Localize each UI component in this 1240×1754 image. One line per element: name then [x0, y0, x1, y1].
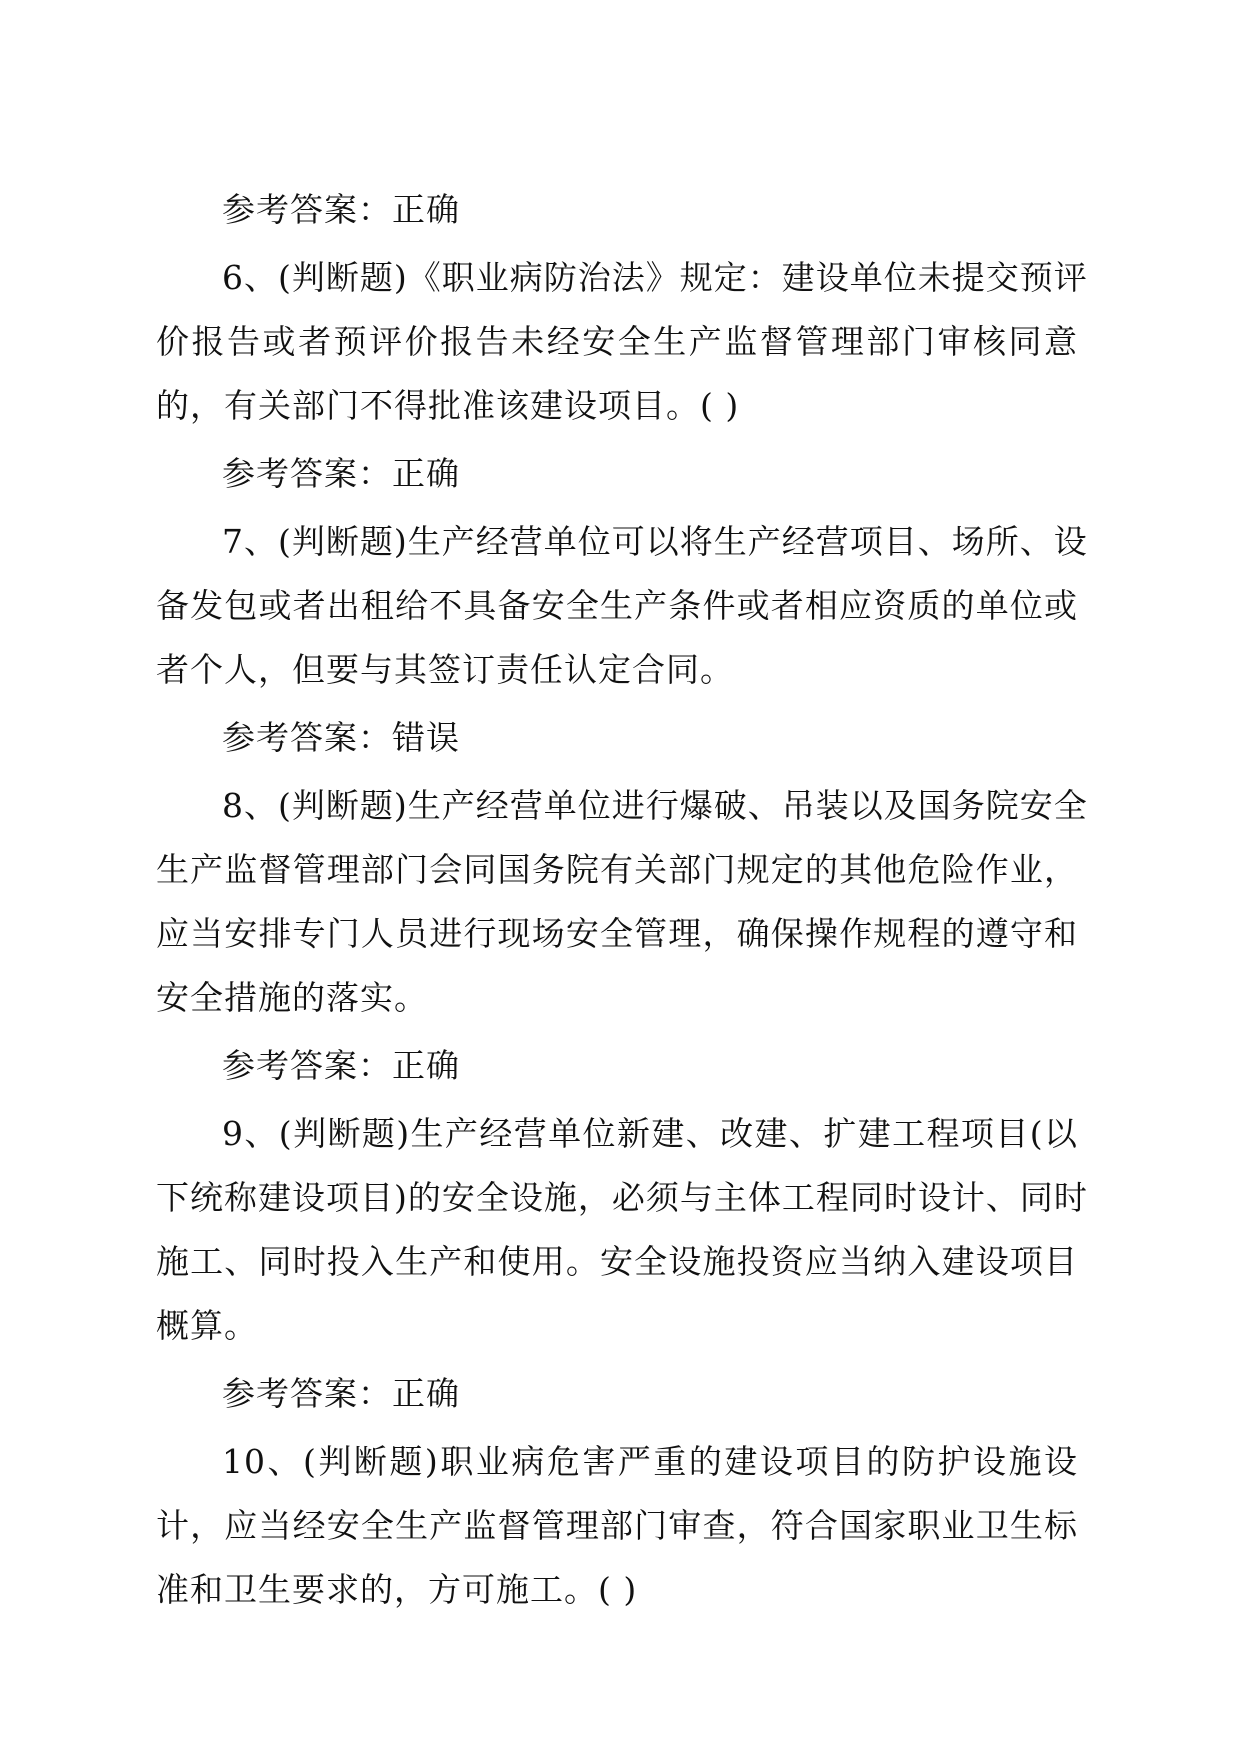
answer-line: 参考答案：正确: [222, 1046, 460, 1085]
question-line: 9、(判断题)生产经营单位新建、改建、扩建工程项目(以: [222, 1114, 1078, 1153]
question-line: 7、(判断题)生产经营单位可以将生产经营项目、场所、设: [222, 522, 1088, 561]
question-line: 10、(判断题)职业病危害严重的建设项目的防护设施设: [222, 1442, 1078, 1481]
answer-line: 参考答案：正确: [222, 454, 460, 493]
question-line: 计，应当经安全生产监督管理部门审查，符合国家职业卫生标: [156, 1506, 1078, 1545]
question-line: 6、(判断题)《职业病防治法》规定：建设单位未提交预评: [222, 258, 1088, 297]
question-line: 8、(判断题)生产经营单位进行爆破、吊装以及国务院安全: [222, 786, 1088, 825]
question-8: [156, 774, 1088, 1030]
question-line: 准和卫生要求的，方可施工。( ): [156, 1570, 638, 1609]
answer-line: 参考答案：正确: [222, 190, 460, 229]
question-6: [156, 246, 1088, 438]
answer-line: 参考答案：错误: [222, 718, 460, 757]
question-9: [156, 1102, 1088, 1358]
question-line: 备发包或者出租给不具备安全生产条件或者相应资质的单位或: [156, 586, 1078, 625]
document-content: [156, 178, 1088, 1622]
question-line: 下统称建设项目)的安全设施，必须与主体工程同时设计、同时: [156, 1178, 1088, 1217]
question-line: 的，有关部门不得批准该建设项目。( ): [156, 386, 740, 425]
question-line: 生产监督管理部门会同国务院有关部门规定的其他危险作业，: [156, 850, 1078, 889]
question-line: 概算。: [156, 1306, 258, 1345]
question-line: 价报告或者预评价报告未经安全生产监督管理部门审核同意: [156, 322, 1078, 361]
question-line: 施工、同时投入生产和使用。安全设施投资应当纳入建设项目: [156, 1242, 1078, 1281]
answer-line: 参考答案：正确: [222, 1374, 460, 1413]
question-7: [156, 510, 1088, 702]
question-line: 安全措施的落实。: [156, 978, 428, 1017]
question-line: 者个人，但要与其签订责任认定合同。: [156, 650, 734, 689]
question-10: [156, 1430, 1078, 1622]
question-line: 应当安排专门人员进行现场安全管理，确保操作规程的遵守和: [156, 914, 1078, 953]
